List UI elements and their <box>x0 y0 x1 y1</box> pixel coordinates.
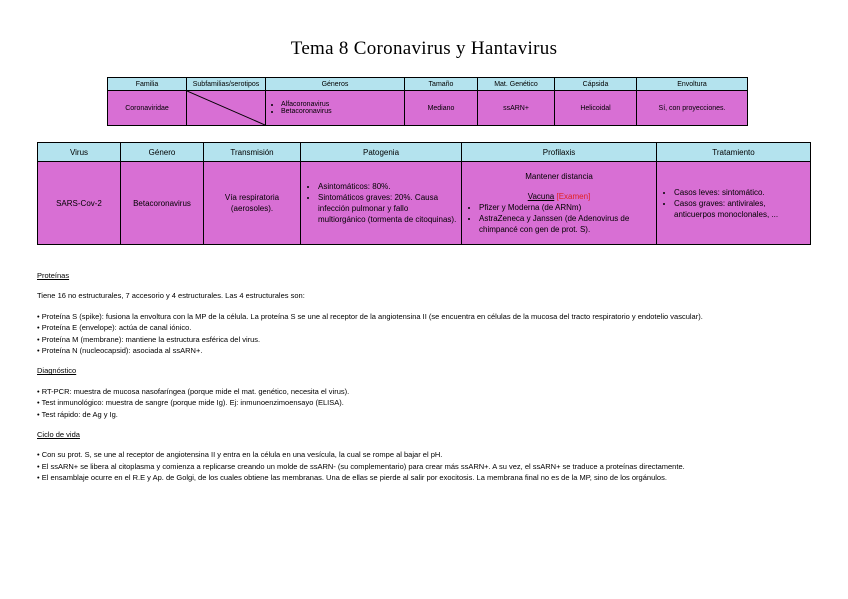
header-envoltura: Envoltura <box>637 78 748 91</box>
header-tratamiento: Tratamiento <box>657 143 811 162</box>
cell-profilaxis <box>462 162 657 245</box>
diagnostico-item: • RT-PCR: muestra de mucosa nasofaríngea (porque mide el mat. genético, necesita el virus). <box>37 386 350 396</box>
header-virus: Virus <box>38 143 121 162</box>
profilaxis-item: • Pfizer y Moderna (de ARNm) <box>479 202 653 213</box>
header-patogenia: Patogenia <box>301 143 462 162</box>
virus-table <box>37 142 811 245</box>
section-title-ciclo: Ciclo de vida <box>37 430 80 440</box>
cell-mat-genetico: ssARN+ <box>478 91 555 126</box>
vacuna-label: Vacuna <box>527 192 555 201</box>
header-mat-genetico: Mat. Genético <box>478 78 555 91</box>
genero-item: • Betacoronavirus <box>281 108 401 115</box>
header-familia: Familia <box>108 78 187 91</box>
cell-subfamilias-empty <box>187 91 266 126</box>
cell-familia: Coronaviridae <box>108 91 187 126</box>
section-title-diagnostico: Diagnóstico <box>37 366 77 376</box>
header-transmision: Transmisión <box>204 143 301 162</box>
virus-table-header <box>38 143 811 162</box>
family-table <box>107 77 748 126</box>
patogenia-item: • Asintomáticos: 80%. <box>318 181 458 192</box>
diagnostico-item: • Test inmunológico: muestra de sangre (porque mide Ig). Ej: inmunoenzimoensayo (ELISA). <box>37 398 344 408</box>
cell-genero: Betacoronavirus <box>121 162 204 245</box>
cell-generos <box>266 91 405 126</box>
header-subfamilias: Subfamilias/serotipos <box>187 78 266 91</box>
cell-tratamiento <box>657 162 811 245</box>
header-generos: Géneros <box>266 78 405 91</box>
profilaxis-distancia: Mantener distancia <box>525 172 593 181</box>
profilaxis-vacuna-line <box>465 191 653 202</box>
header-genero: Género <box>121 143 204 162</box>
virus-table-row <box>38 162 811 245</box>
header-tamano: Tamaño <box>405 78 478 91</box>
proteinas-item: • Proteína E (envelope): actúa de canal iónico. <box>37 323 192 333</box>
page-title: Tema 8 Coronavirus y Hantavirus <box>290 38 558 59</box>
diagonal-line <box>187 91 265 125</box>
cell-capsida: Helicoidal <box>555 91 637 126</box>
family-table-header <box>108 78 748 91</box>
cell-tamano: Mediano <box>405 91 478 126</box>
cell-envoltura: Sí, con proyecciones. <box>637 91 748 126</box>
ciclo-item: • Con su prot. S, se une al receptor de angiotensina II y entra en la célula en una vesícula, la cual se rompe al bajar el pH. <box>37 450 443 460</box>
section-title-proteinas: Proteínas <box>37 271 70 280</box>
patogenia-item: • Sintomáticos graves: 20%. Causa infección pulmonar y fallo multiorgánico (tormenta de citoquinas). <box>318 192 458 225</box>
tratamiento-item: • Casos leves: sintomático. <box>674 187 807 198</box>
examen-label: [Examen] <box>556 192 591 201</box>
notes-body <box>37 270 812 484</box>
proteinas-item: • Proteína N (nucleocapsid): asociada al ssARN+. <box>37 346 203 356</box>
diagnostico-item: • Test rápido: de Ag y Ig. <box>37 409 118 419</box>
genero-item: • Alfacoronavirus <box>281 101 401 108</box>
proteinas-item: • Proteína M (membrane): mantiene la estructura esférica del virus. <box>37 334 261 344</box>
ciclo-item: • El ssARN+ se libera al citoplasma y comienza a replicarse creando un molde de ssARN- (su complementario) para crear más ssARN+. A su vez, el ssARN+ se traduce a proteínas directamente. <box>37 461 685 471</box>
cell-transmision: Vía respiratoria (aerosoles). <box>204 162 301 245</box>
family-table-row <box>108 91 748 126</box>
proteinas-item: • Proteína S (spike): fusiona la envoltura con la MP de la célula. La proteína S se une al receptor de la angiotensina II (se encuentra en células de la mucosa del tracto respiratorio y endotelio vascular). <box>37 311 703 321</box>
header-profilaxis: Profilaxis <box>462 143 657 162</box>
proteinas-intro: Tiene 16 no estructurales, 7 accesorio y 4 estructurales. Las 4 estructurales son: <box>37 291 305 301</box>
tratamiento-item: • Casos graves: antivirales, anticuerpos monoclonales, ... <box>674 198 807 220</box>
profilaxis-item: • AstraZeneca y Janssen (de Adenovirus de chimpancé con gen de prot. S). <box>479 213 653 235</box>
header-capsida: Cápsida <box>555 78 637 91</box>
ciclo-item: • El ensamblaje ocurre en el R.E y Ap. de Golgi, de los cuales obtiene las membranas. Una de ellas se pierde al salir por exocitosis. La membrana final no es de la MP, sino de los orgánulos. <box>37 473 667 483</box>
cell-patogenia <box>301 162 462 245</box>
cell-virus: SARS-Cov-2 <box>38 162 121 245</box>
